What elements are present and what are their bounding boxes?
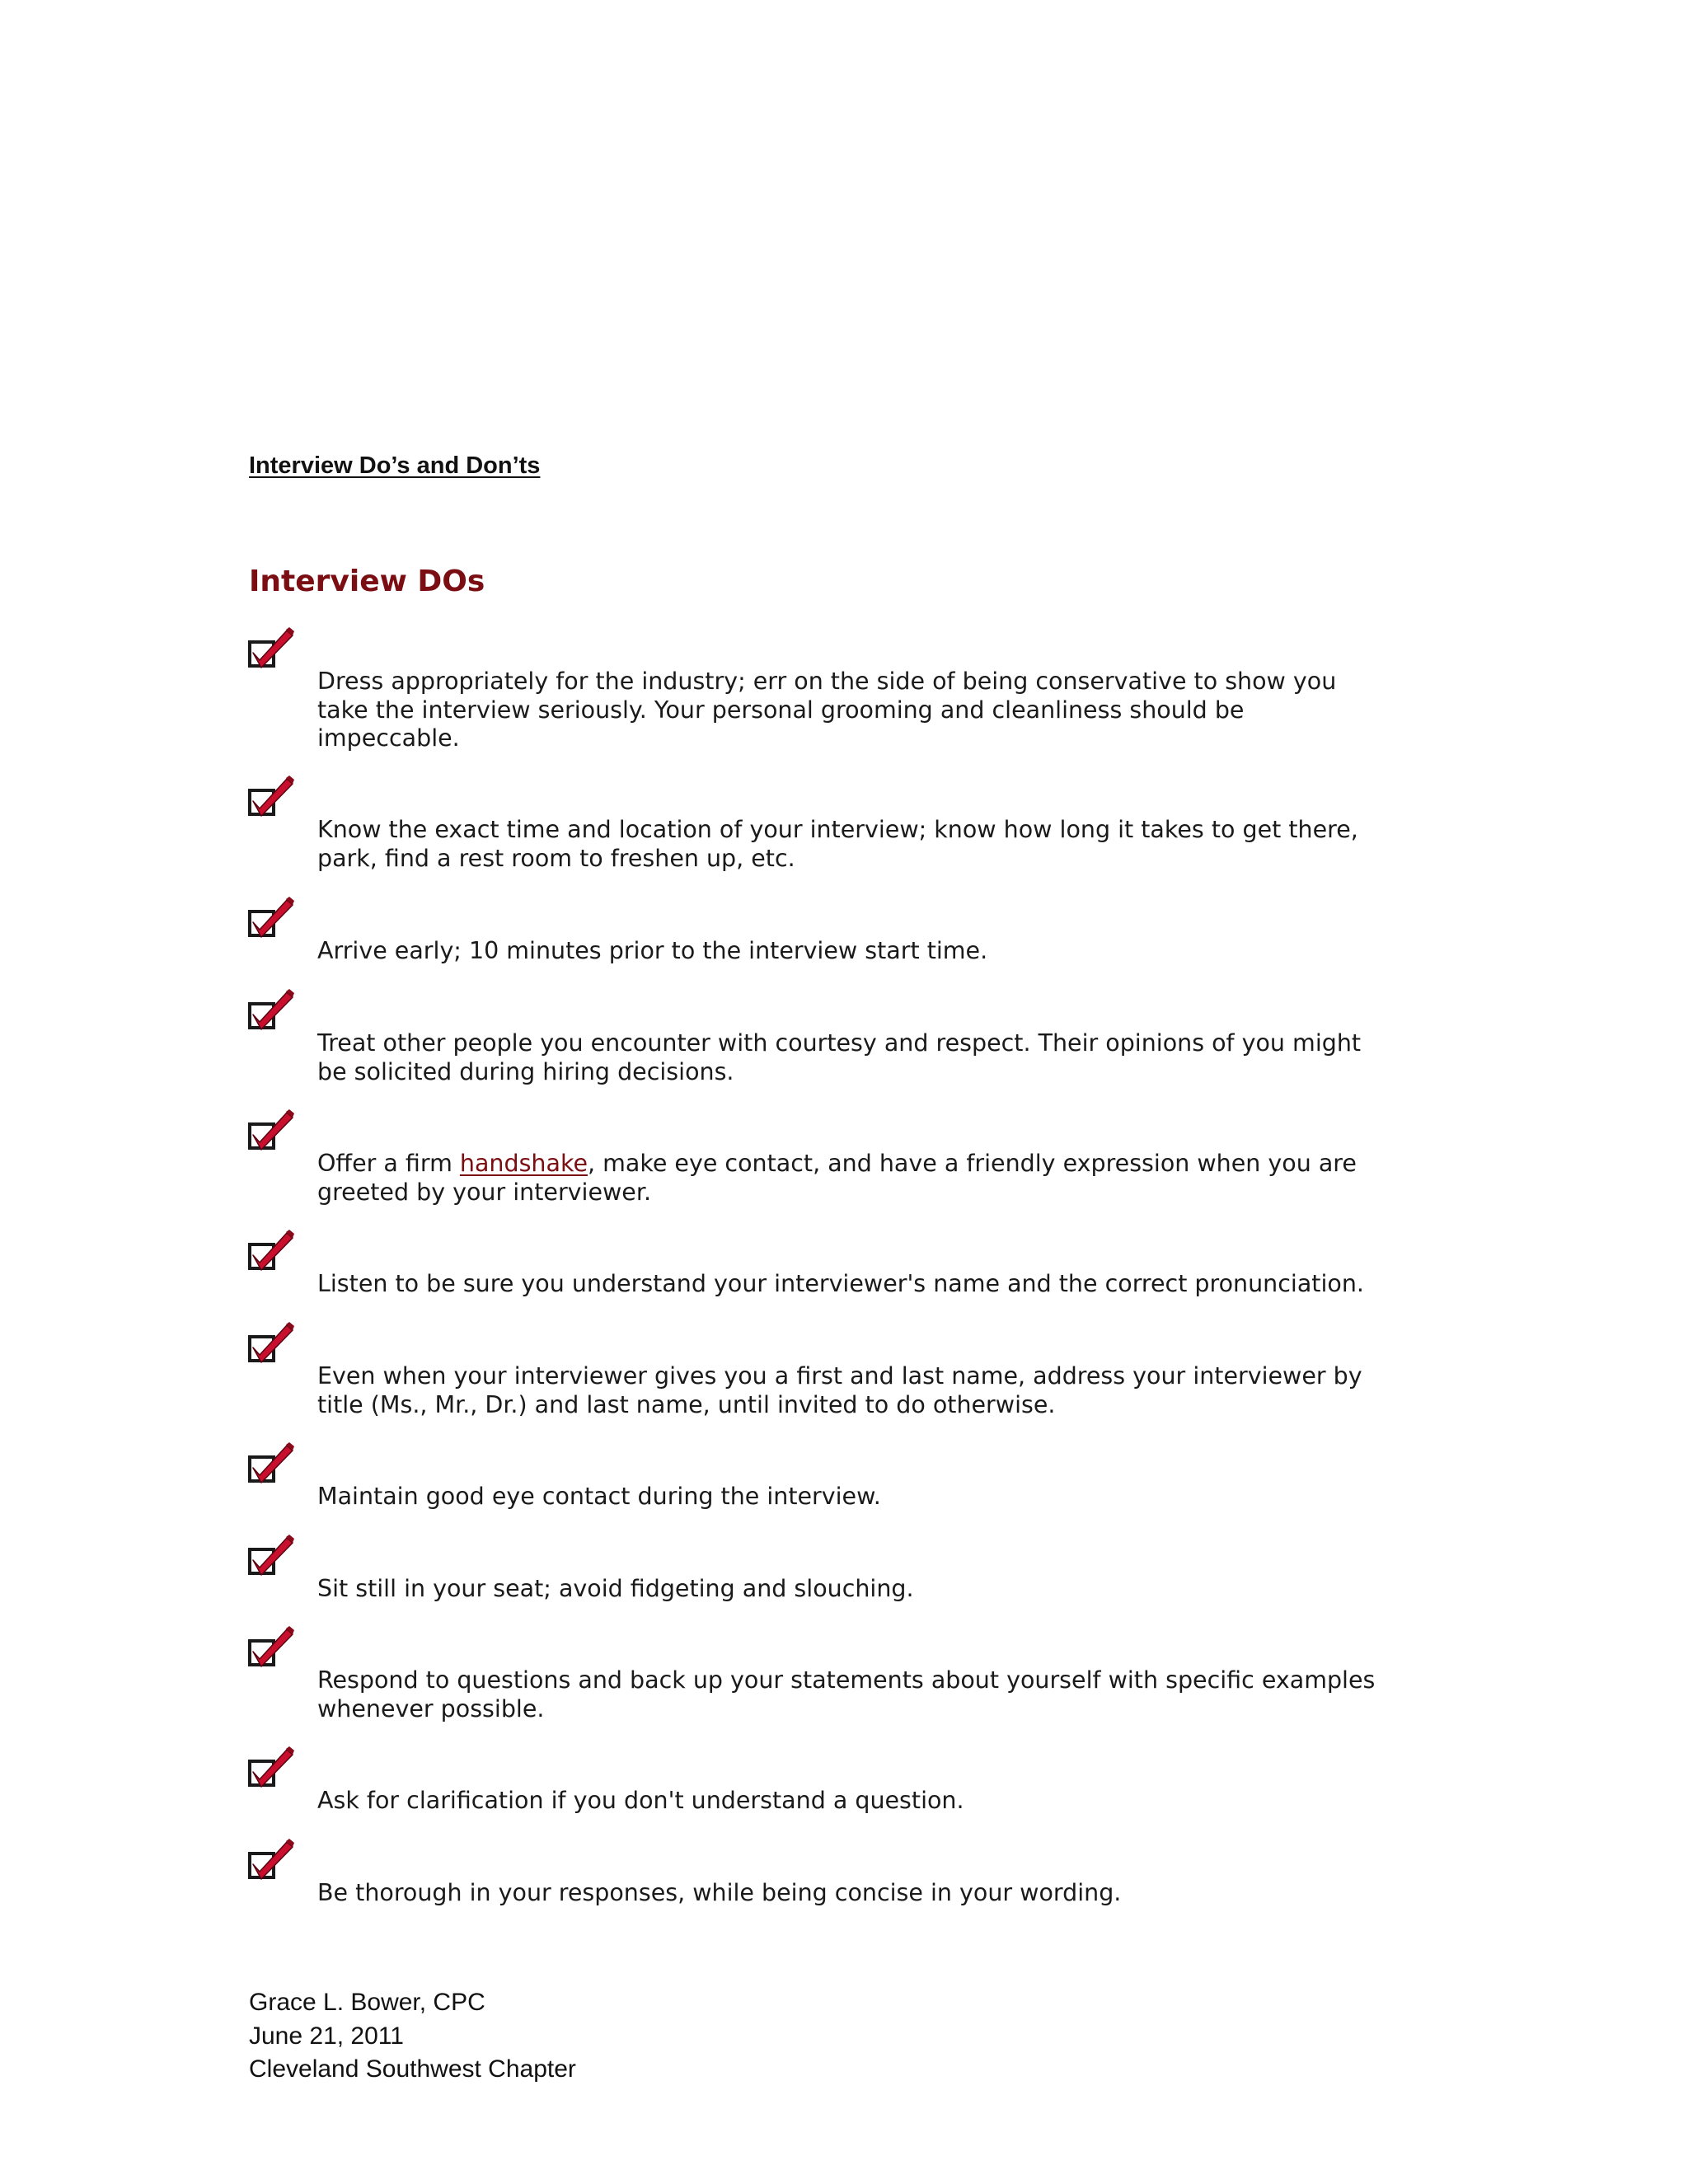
checkbox-checkmark-icon xyxy=(247,1321,295,1364)
handshake-link[interactable]: handshake xyxy=(459,1150,588,1177)
list-item-text: Listen to be sure you understand your interviewer's name and the correct pronunciation. xyxy=(317,1270,1364,1297)
checkbox-checkmark-icon xyxy=(247,1229,295,1272)
checkbox-checkmark-icon xyxy=(247,1746,295,1788)
checkbox-checkmark-icon xyxy=(247,1108,295,1151)
checkbox-checkmark-icon xyxy=(247,1441,295,1484)
checkbox-checkmark-icon xyxy=(247,1625,295,1668)
page-title: Interview Do’s and Don’ts xyxy=(249,452,541,479)
checkbox-checkmark-icon xyxy=(247,988,295,1031)
checkbox-checkmark-icon xyxy=(247,775,295,818)
checkbox-checkmark-icon xyxy=(247,626,295,669)
list-item-text: Ask for clarification if you don't understand a question. xyxy=(317,1787,964,1814)
signature-block xyxy=(249,1986,576,2087)
list-item-text-before: Offer a firm xyxy=(317,1150,460,1177)
checkbox-checkmark-icon xyxy=(247,1534,295,1577)
list-item-text: Know the exact time and location of your interview; know how long it takes to get there, park, find a rest room to freshen up, etc. xyxy=(317,816,1358,872)
list-item-text: Treat other people you encounter with courtesy and respect. Their opinions of you might be solicited during hiring decisions. xyxy=(317,1029,1362,1085)
list-item-text: Dress appropriately for the industry; err on the side of being conservative to show you take the interview seriously. Your personal grooming and cleanliness should be impeccable. xyxy=(317,668,1337,752)
checkbox-checkmark-icon xyxy=(247,1838,295,1881)
list-item-text: Sit still in your seat; avoid fidgeting and slouching. xyxy=(317,1575,914,1602)
section-heading-interview-dos: Interview DOs xyxy=(249,565,485,598)
list-item-text xyxy=(317,1150,1389,1207)
list-item-text-after: , make eye contact, and have a friendly expression when you are greeted by your interviewer. xyxy=(317,1150,1357,1206)
signature-date: June 21, 2011 xyxy=(249,2022,404,2050)
list-item-text: Maintain good eye contact during the interview. xyxy=(317,1483,881,1510)
checkbox-checkmark-icon xyxy=(247,896,295,939)
list-item-text: Even when your interviewer gives you a first and last name, address your interviewer by title (Ms., Mr., Dr.) and last name, until invited to do otherwise. xyxy=(317,1362,1362,1418)
author-name: Grace L. Bower, CPC xyxy=(249,1989,485,2016)
chapter-name: Cleveland Southwest Chapter xyxy=(249,2055,576,2083)
list-item-text: Arrive early; 10 minutes prior to the interview start time. xyxy=(317,937,988,964)
list-item-text: Respond to questions and back up your statements about yourself with specific examples whenever possible. xyxy=(317,1666,1376,1722)
list-item-text: Be thorough in your responses, while being concise in your wording. xyxy=(317,1879,1122,1906)
